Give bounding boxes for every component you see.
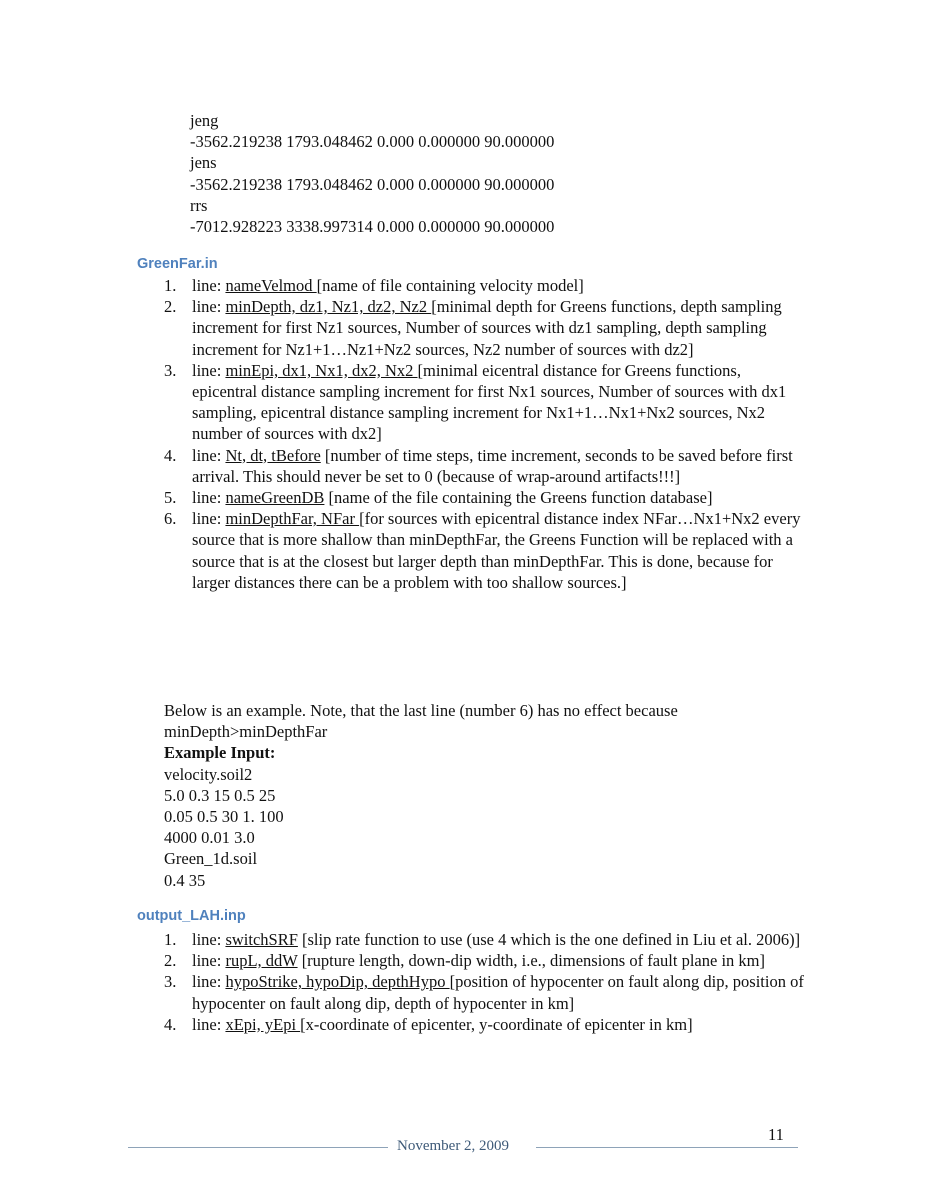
section-heading-greenfar: GreenFar.in bbox=[137, 256, 218, 272]
example-label: Example Input: bbox=[164, 743, 276, 763]
param-description: [for sources with epicentral distance index NFar…Nx1+Nx2 every source that is more shallow than minDepthFar, the Greens Function will be replaced with a source that is at the closest but larger depth than minDepthFar. This is done, because for larger distances there can be a problem with too shallow sources.] bbox=[192, 509, 801, 592]
param-description: [slip rate function to use (use 4 which is the one defined in Liu et al. 2006)] bbox=[297, 930, 801, 949]
list-item bbox=[164, 275, 804, 296]
item-number: 6. bbox=[164, 509, 177, 529]
station-coords: -3562.219238 1793.048462 0.000 0.000000 90.000000 bbox=[190, 132, 555, 152]
param-names: switchSRF bbox=[225, 930, 298, 949]
item-prefix: line: bbox=[192, 509, 226, 529]
item-number: 4. bbox=[164, 445, 177, 465]
item-prefix: line: bbox=[192, 445, 226, 465]
list-item bbox=[164, 360, 804, 445]
param-names: minEpi, dx1, Nx1, dx2, Nx2 bbox=[225, 360, 418, 380]
param-names: nameVelmod bbox=[225, 276, 317, 295]
item-prefix: line: bbox=[192, 951, 226, 971]
example-line: Green_1d.soil bbox=[164, 849, 258, 869]
list-item bbox=[164, 487, 804, 508]
example-note bbox=[164, 700, 804, 891]
footer-rule-right bbox=[536, 1147, 798, 1148]
item-number: 2. bbox=[164, 297, 177, 317]
param-names: minDepthFar, NFar bbox=[225, 509, 360, 529]
list-item bbox=[164, 508, 804, 593]
param-description: [name of file containing velocity model] bbox=[316, 276, 584, 295]
item-number: 3. bbox=[164, 360, 177, 380]
page-number: 11 bbox=[768, 1125, 784, 1144]
param-names: nameGreenDB bbox=[225, 488, 325, 508]
param-description: [x-coordinate of epicenter, y-coordinate of epicenter in km] bbox=[300, 1014, 693, 1034]
coordinate-listing bbox=[190, 110, 554, 237]
item-number: 1. bbox=[164, 276, 177, 295]
param-names: xEpi, yEpi bbox=[225, 1014, 301, 1034]
footer-rule-left bbox=[128, 1147, 388, 1148]
station-coords: -7012.928223 3338.997314 0.000 0.000000 90.000000 bbox=[190, 217, 555, 237]
footer-date: November 2, 2009 bbox=[397, 1138, 510, 1154]
item-number: 2. bbox=[164, 951, 177, 971]
example-line: 0.4 35 bbox=[164, 870, 206, 890]
note-text: minDepth>minDepthFar bbox=[164, 722, 328, 742]
item-number: 3. bbox=[164, 972, 177, 992]
station-name: rrs bbox=[190, 195, 208, 215]
item-number: 4. bbox=[164, 1014, 177, 1034]
param-description: [minimal depth for Greens functions, depth sampling increment for first Nz1 sources, Number of sources with dz1 sampling, depth sampling increment for Nz1+1…Nz1+Nz2 sources, Nz2 number of sources with dz2] bbox=[192, 297, 782, 359]
note-text: Below is an example. Note, that the last line (number 6) has no effect because bbox=[164, 701, 678, 720]
param-description: [rupture length, down-dip width, i.e., dimensions of fault plane in km] bbox=[297, 951, 765, 971]
item-prefix: line: bbox=[192, 930, 226, 949]
list-item bbox=[164, 950, 804, 971]
list-item bbox=[164, 929, 804, 950]
item-prefix: line: bbox=[192, 1014, 226, 1034]
param-names: Nt, dt, tBefore bbox=[225, 445, 321, 465]
greenfar-param-list bbox=[164, 275, 804, 593]
section-heading-output-lah: output_LAH.inp bbox=[137, 908, 246, 924]
item-prefix: line: bbox=[192, 360, 226, 380]
example-line: 0.05 0.5 30 1. 100 bbox=[164, 807, 284, 827]
param-names: rupL, ddW bbox=[225, 951, 298, 971]
item-number: 1. bbox=[164, 930, 177, 949]
item-prefix: line: bbox=[192, 488, 226, 508]
param-description: [name of the file containing the Greens function database] bbox=[324, 488, 713, 508]
param-names: hypoStrike, hypoDip, depthHypo bbox=[225, 972, 450, 992]
item-prefix: line: bbox=[192, 297, 226, 317]
example-line: 4000 0.01 3.0 bbox=[164, 828, 255, 848]
example-line: 5.0 0.3 15 0.5 25 bbox=[164, 785, 276, 805]
station-coords: -3562.219238 1793.048462 0.000 0.000000 90.000000 bbox=[190, 174, 555, 194]
param-names: minDepth, dz1, Nz1, dz2, Nz2 bbox=[225, 297, 432, 317]
output-lah-param-list bbox=[164, 929, 804, 1035]
list-item bbox=[164, 971, 804, 1013]
list-item bbox=[164, 445, 804, 487]
param-description: [number of time steps, time increment, seconds to be saved before first arrival. This should never be set to 0 (because of wrap-around artifacts!!!] bbox=[192, 445, 793, 486]
param-description: [minimal eicentral distance for Greens functions, epicentral distance sampling increment for first Nx1 sources, Number of sources with dx1 sampling, epicentral distance sampling increment for Nx1+1…Nx1+Nx2 sources, Nx2 number of sources with dx2] bbox=[192, 360, 787, 444]
list-item bbox=[164, 1014, 804, 1035]
list-item bbox=[164, 296, 804, 360]
param-description: [position of hypocenter on fault along dip, position of hypocenter on fault along dip, depth of hypocenter in km] bbox=[192, 972, 804, 1013]
example-line: velocity.soil2 bbox=[164, 764, 253, 784]
item-prefix: line: bbox=[192, 276, 226, 295]
station-name: jens bbox=[190, 153, 217, 173]
station-name: jeng bbox=[190, 111, 219, 130]
item-prefix: line: bbox=[192, 972, 226, 992]
item-number: 5. bbox=[164, 488, 177, 508]
